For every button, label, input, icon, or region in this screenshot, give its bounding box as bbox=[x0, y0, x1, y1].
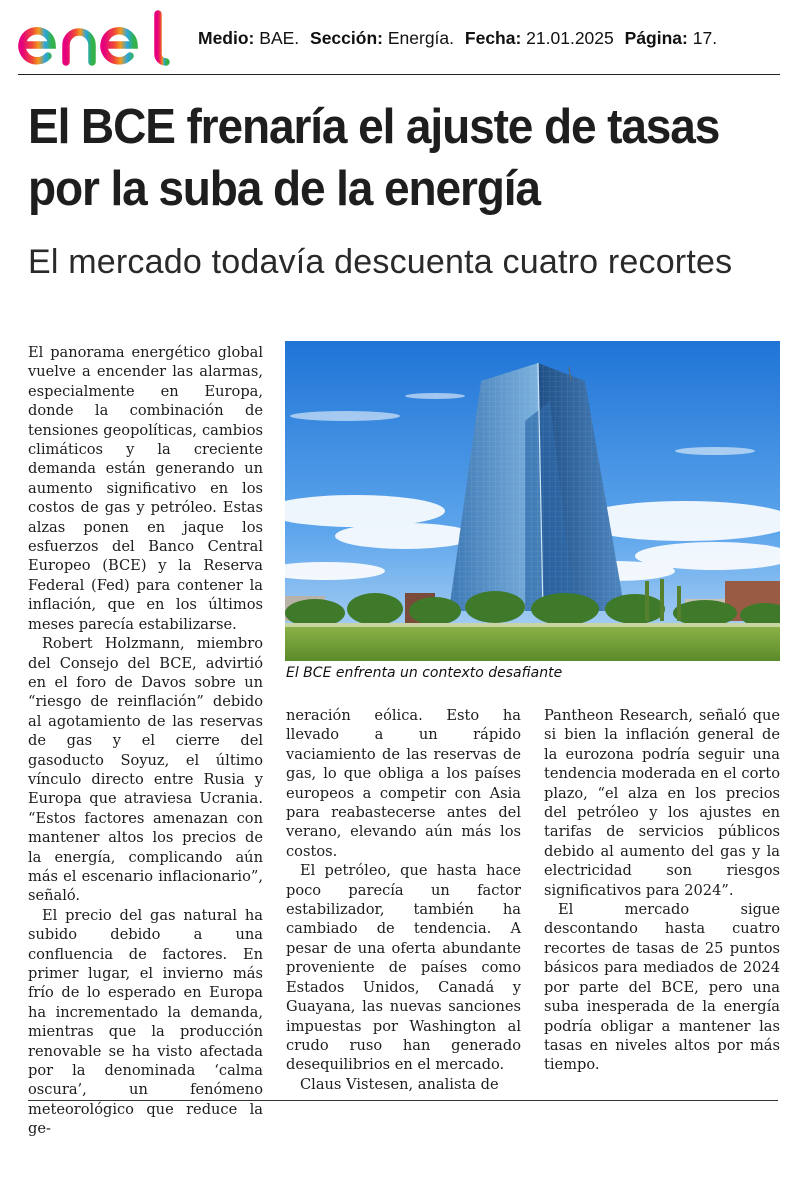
publication-meta bbox=[198, 28, 717, 49]
fecha-value: 21.01.2025 bbox=[526, 28, 614, 48]
pagina-value: 17. bbox=[692, 28, 718, 48]
fecha-label: Fecha: bbox=[464, 28, 522, 48]
header-divider bbox=[18, 74, 780, 75]
paragraph: El mercado sigue descontando hasta cuatro recortes de tasas de 25 puntos básicos para mediados de 2024 por parte del BCE, pero una suba inesperada de la energía podría obligar a mantener las tasas en niveles altos por más tiempo. bbox=[544, 901, 780, 1074]
article-headline: El BCE frenaría el ajuste de tasas por la suba de la energía bbox=[28, 99, 720, 216]
paragraph: El panorama energético global vuelve a encender las alarmas, especialmente en Europa, donde la combinación de tensiones geopolíticas, cambios climáticos y la creciente demanda están generando un aumento significativo en los costos de gas y petróleo. Estas alzas ponen en jaque los esfuerzos del Banco Central Europeo (BCE) y la Reserva Federal (Fed) para contener la inflación, que en los últimos meses parecía estabilizarse. bbox=[28, 344, 263, 633]
article-column-2 bbox=[286, 706, 521, 1094]
article-column-3 bbox=[544, 706, 780, 1075]
paragraph: El precio del gas natural ha subido debido a una confluencia de factores. En primer lugar, el invierno más frío de lo esperado en Europa ha incrementado la demanda, mientras que la producción renovable se ha visto afectada por la denominada ‘calma oscura’, un fenómeno meteorológico que reduce la ge- bbox=[28, 906, 263, 1138]
pagina-label: Página: bbox=[624, 28, 688, 48]
article-column-1 bbox=[28, 343, 263, 1139]
medio-value: BAE. bbox=[259, 28, 300, 48]
paragraph: neración eólica. Esto ha llevado a un rápido vaciamiento de las reservas de gas, lo que obliga a los países europeos a competir con Asia para reabastecerse antes del verano, elevando aún más los costos. bbox=[286, 707, 521, 860]
paragraph: Claus Vistesen, analista de bbox=[300, 1075, 499, 1093]
paragraph: El petróleo, que hasta hace poco parecía un factor estabilizador, también ha cambiado de tendencia. A pesar de una oferta abundante proveniente de países como Estados Unidos, Canadá y Guayana, las nuevas sanciones impuestas por Washington al crudo ruso han generado desequilibrios en el mercado. bbox=[286, 862, 521, 1074]
ecb-tower-photo bbox=[285, 341, 780, 661]
article-subheadline: El mercado todavía descuenta cuatro recortes bbox=[28, 243, 733, 281]
photo-caption: El BCE enfrenta un contexto desafiante bbox=[286, 665, 563, 681]
paragraph: Robert Holzmann, miembro del Consejo del BCE, advirtió en el foro de Davos sobre un “riesgo de reinflación” debido al agotamiento de las reservas de gas y el cierre del gasoducto Soyuz, el último vínculo directo entre Rusia y Europa que atraviesa Ucrania. “Estos factores amenazan con mantener altos los precios de la energía, complicando aún más el escenario inflacionario”, señaló. bbox=[28, 635, 263, 905]
footer-divider bbox=[28, 1100, 778, 1101]
seccion-label: Sección: bbox=[310, 28, 383, 48]
paragraph: Pantheon Research, señaló que si bien la inflación general de la eurozona podría seguir una tendencia moderada en el corto plazo, “el alza en los precios del petróleo y los ajustes en tarifas de servicios públicos debido al aumento del gas y la electricidad son riesgos significativos para 2024”. bbox=[544, 707, 780, 899]
seccion-value: Energía. bbox=[387, 28, 455, 48]
medio-label: Medio: bbox=[198, 28, 255, 48]
enel-logo bbox=[18, 8, 173, 70]
